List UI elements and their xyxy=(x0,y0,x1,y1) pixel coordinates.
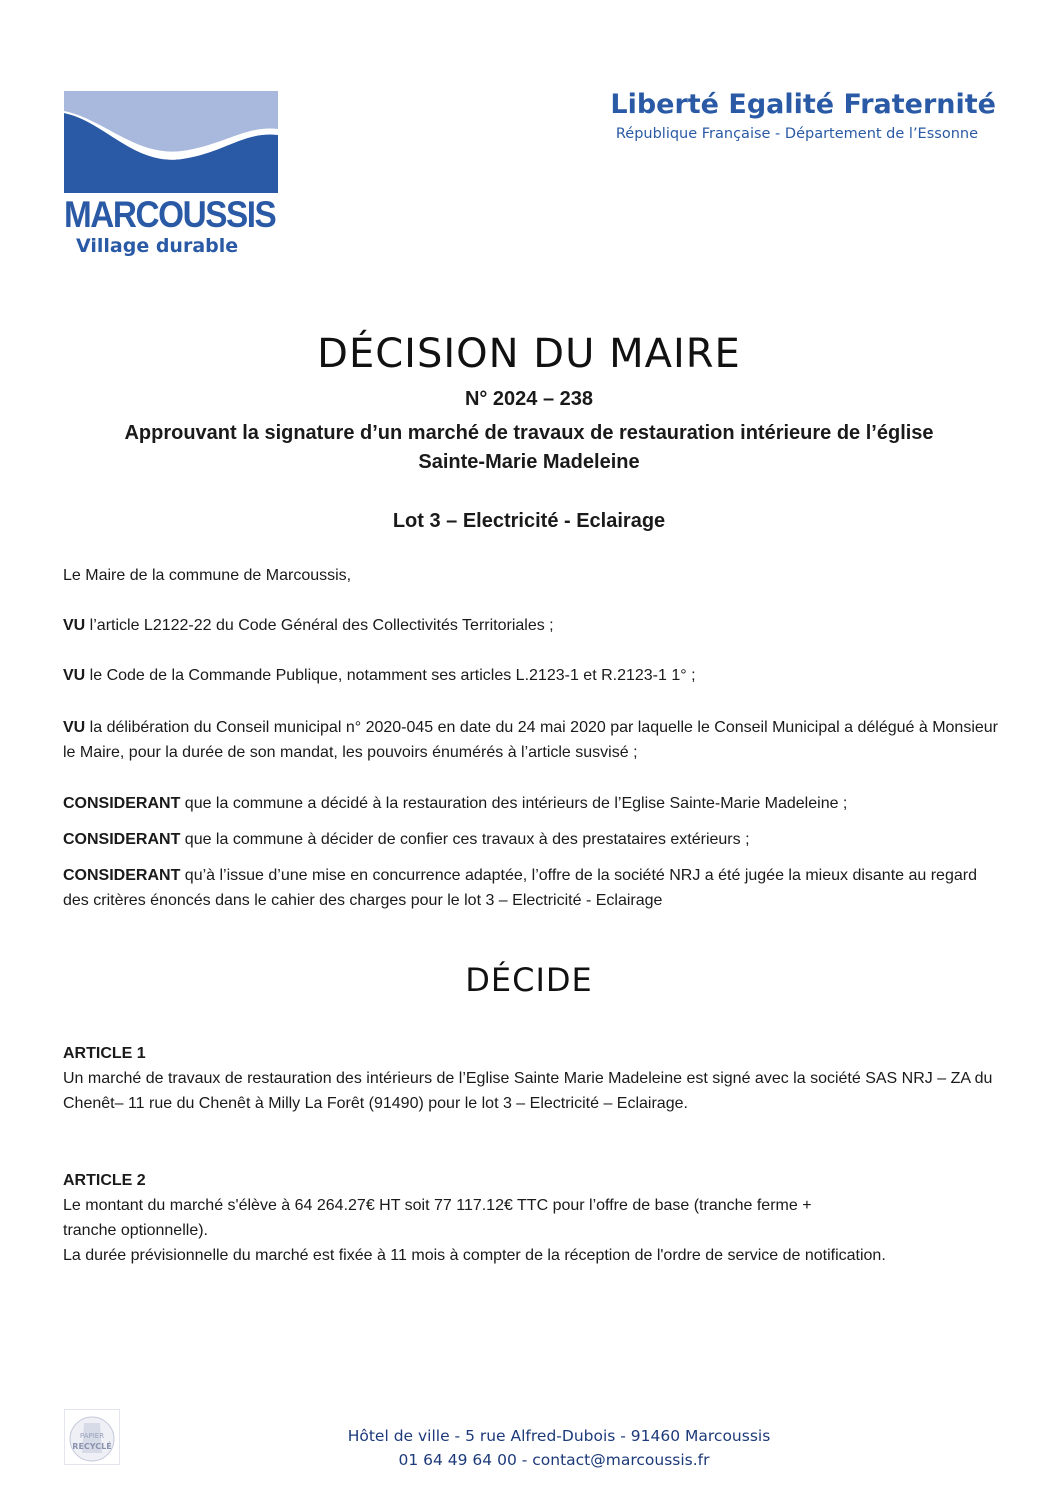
article-2 xyxy=(63,1168,998,1268)
footer-contact: 01 64 49 64 00 - contact@marcoussis.fr xyxy=(398,1451,710,1469)
vu-keyword: VU xyxy=(63,667,86,684)
article-1 xyxy=(63,1041,998,1116)
considerant-paragraph-3 xyxy=(63,863,998,913)
lot-heading: Lot 3 – Electricité - Eclairage xyxy=(392,510,666,532)
footer-address: Hôtel de ville - 5 rue Alfred-Dubois - 91460 Marcoussis xyxy=(347,1427,771,1445)
considerant-text: qu’à l’issue d’une mise en concurrence adaptée, l’offre de la société NRJ a été jugée la mieux disante au regard des critères énoncés dans le cahier des charges pour le lot 3 – Electricité - Eclairage xyxy=(63,867,977,909)
subject-line-2: Sainte-Marie Madeleine xyxy=(418,451,640,473)
article-heading: ARTICLE 2 xyxy=(63,1172,146,1189)
article-paragraph: tranche optionnelle). xyxy=(63,1222,208,1239)
article-paragraph: La durée prévisionnelle du marché est fixée à 11 mois à compter de la réception de l'ordre de service de notification. xyxy=(63,1247,886,1264)
article-paragraph: Le montant du marché s'élève à 64 264.27€ HT soit 77 117.12€ TTC pour l’offre de base (tranche ferme + xyxy=(63,1197,812,1214)
vu-text: le Code de la Commande Publique, notamment ses articles L.2123-1 et R.2123-1 1° ; xyxy=(85,667,696,684)
vu-keyword: VU xyxy=(63,617,86,634)
wave-emblem xyxy=(64,91,278,193)
vu-text: la délibération du Conseil municipal n° 2020-045 en date du 24 mai 2020 par laquelle le Conseil Municipal a délégué à Monsieur le Maire, pour la durée de son mandat, les pouvoirs énumérés à l’article susvisé ; xyxy=(63,719,998,761)
considerant-keyword: CONSIDERANT xyxy=(63,831,181,848)
recycle-label-2: RECYCLÉ xyxy=(72,1442,112,1451)
recycle-label-1: PAPIER xyxy=(79,1432,105,1440)
subject-line-1: Approuvant la signature d’un marché de travaux de restauration intérieure de l’église xyxy=(124,422,934,444)
vu-paragraph-1 xyxy=(63,613,998,638)
considerant-paragraph-2 xyxy=(63,827,998,852)
decision-number: N° 2024 – 238 xyxy=(464,388,594,410)
considerant-keyword: CONSIDERANT xyxy=(63,795,181,812)
article-paragraph: Un marché de travaux de restauration des intérieurs de l’Eglise Sainte Marie Madeleine est signé avec la société SAS NRJ – ZA du Chenêt– 11 rue du Chenêt à Milly La Forêt (91490) pour le lot 3 – Electricité – Eclairage. xyxy=(63,1070,993,1112)
intro-paragraph: Le Maire de la commune de Marcoussis, xyxy=(63,567,352,584)
considerant-paragraph-1 xyxy=(63,791,998,816)
republic-motto xyxy=(610,86,996,144)
article-heading: ARTICLE 1 xyxy=(63,1045,146,1062)
decide-heading: DÉCIDE xyxy=(465,961,593,999)
logo-tagline: Village durable xyxy=(76,235,239,257)
considerant-text: que la commune à décider de confier ces travaux à des prestataires extérieurs ; xyxy=(180,831,750,848)
vu-keyword: VU xyxy=(63,719,86,736)
considerant-text: que la commune a décidé à la restauration des intérieurs de l’Eglise Sainte-Marie Madeleine ; xyxy=(180,795,848,812)
vu-paragraph-2 xyxy=(63,663,998,688)
page-title: DÉCISION DU MAIRE xyxy=(317,331,741,377)
vu-paragraph-3 xyxy=(63,715,998,765)
motto-sub: République Française - Département de l’Essonne xyxy=(615,126,978,142)
considerant-keyword: CONSIDERANT xyxy=(63,867,181,884)
marcoussis-logo xyxy=(64,91,278,261)
motto-main: Liberté Egalité Fraternité xyxy=(610,89,996,120)
decision-subject xyxy=(0,419,1058,477)
logo-name: MARCOUSSIS xyxy=(64,194,276,235)
vu-text: l’article L2122-22 du Code Général des Collectivités Territoriales ; xyxy=(85,617,554,634)
